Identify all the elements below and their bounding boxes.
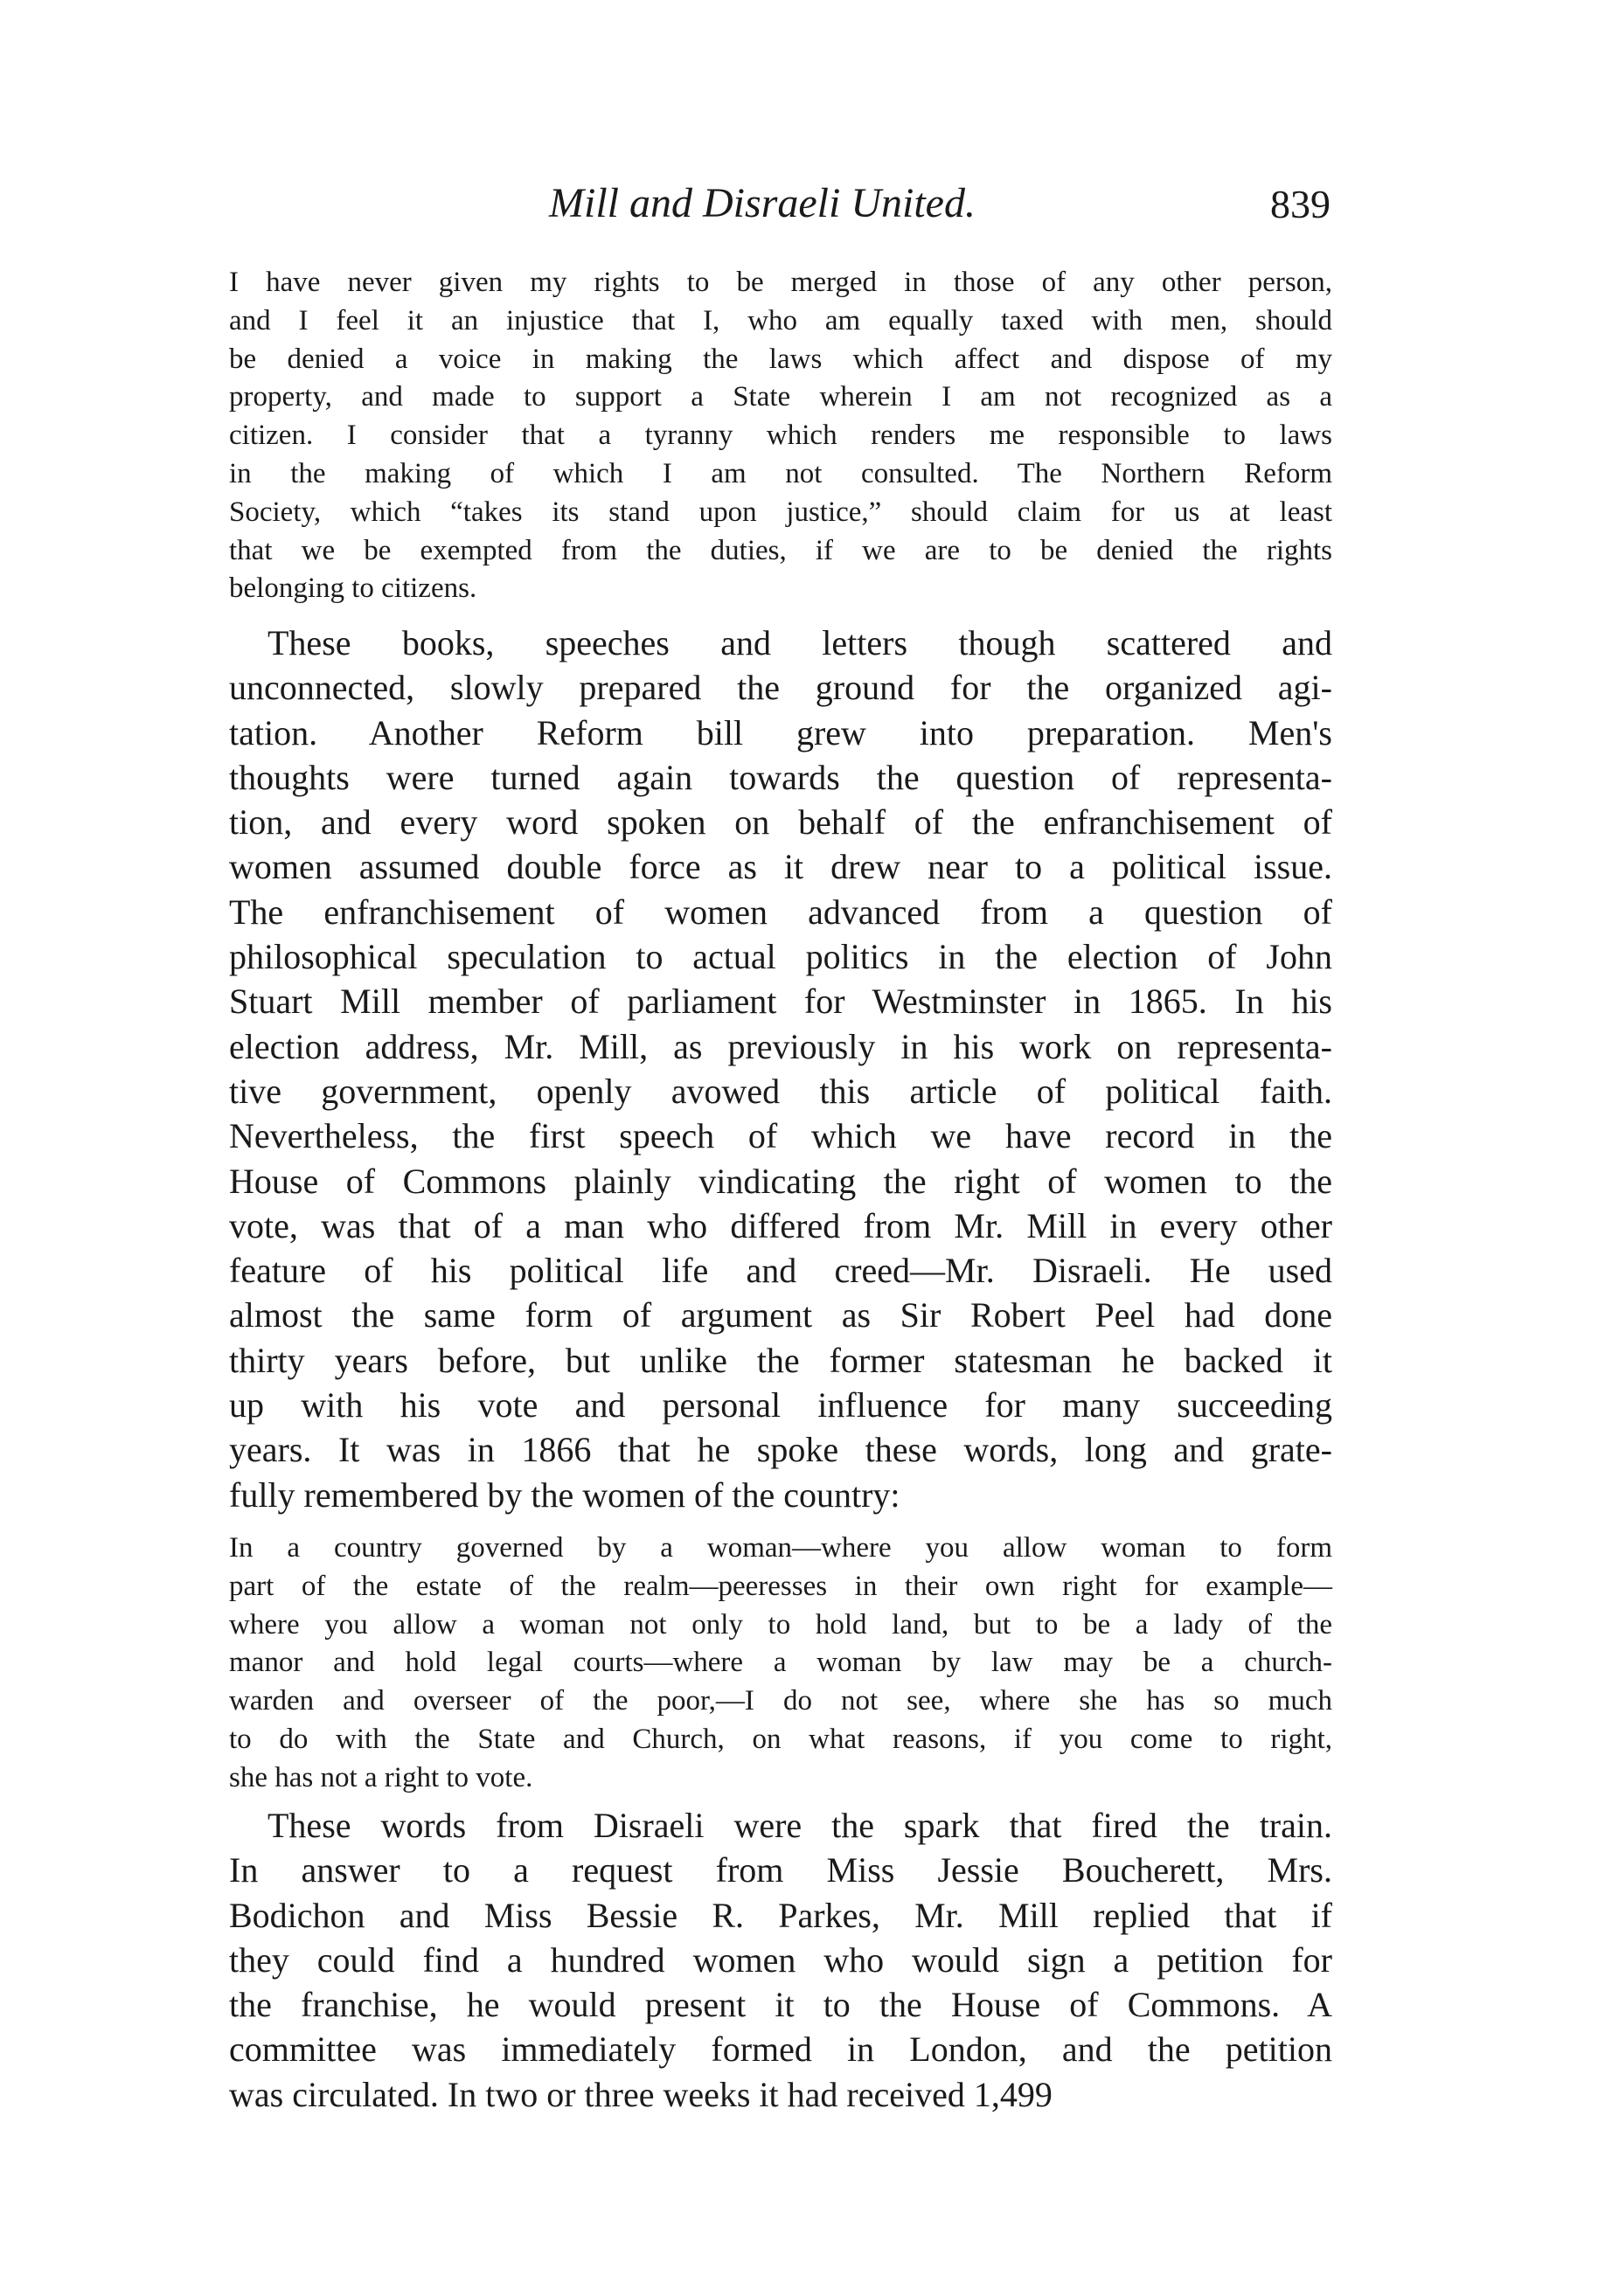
- text-line: The enfranchisement of women advanced from a question of: [229, 891, 1332, 932]
- text-line: to do with the State and Church, on what reasons, if you come to right,: [229, 1723, 1332, 1755]
- paragraph-2: [229, 1803, 1332, 2117]
- text-line: Bodichon and Miss Bessie R. Parkes, Mr. Mill replied that if: [229, 1895, 1332, 1935]
- text-line: thoughts were turned again towards the question of representa-: [229, 757, 1332, 797]
- text-line: almost the same form of argument as Sir Robert Peel had done: [229, 1295, 1332, 1335]
- text-line: she has not a right to vote.: [229, 1761, 533, 1793]
- text-line: election address, Mr. Mill, as previously in his work on representa-: [229, 1026, 1332, 1066]
- text-line: Stuart Mill member of parliament for Westminster in 1865. In his: [229, 982, 1332, 1022]
- page-header: [229, 179, 1331, 232]
- text-line: philosophical speculation to actual politics in the election of John: [229, 937, 1332, 977]
- text-line: unconnected, slowly prepared the ground for the organized agi-: [229, 668, 1332, 708]
- text-line: and I feel it an injustice that I, who am equally taxed with men, should: [229, 304, 1332, 336]
- text-line: they could find a hundred women who would sign a petition for: [229, 1939, 1332, 1980]
- text-line: belonging to citizens.: [229, 572, 477, 605]
- text-line: tation. Another Reform bill grew into preparation. Men's: [229, 712, 1332, 753]
- text-line: vote, was that of a man who differed from Mr. Mill in every other: [229, 1205, 1332, 1245]
- text-line: Nevertheless, the first speech of which we have record in the: [229, 1116, 1332, 1156]
- text-line: I have never given my rights to be merged in those of any other person,: [229, 267, 1332, 298]
- text-line: House of Commons plainly vindicating the right of women to the: [229, 1161, 1332, 1201]
- text-line: women assumed double force as it drew near to a political issue.: [229, 847, 1332, 887]
- running-title: Mill and Disraeli United.: [549, 180, 976, 226]
- page-number: 839: [1270, 182, 1331, 226]
- text-line: These words from Disraeli were the spark that fired the train.: [267, 1806, 1332, 1845]
- text-line: feature of his political life and creed—Mr. Disraeli. He used: [229, 1251, 1332, 1291]
- text-line: the franchise, he would present it to the House of Commons. A: [229, 1985, 1332, 2025]
- text-line: fully remembered by the women of the country:: [229, 1474, 900, 1515]
- text-line: manor and hold legal courts—where a woman by law may be a church-: [229, 1647, 1332, 1679]
- text-line: where you allow a woman not only to hold land, but to be a lady of the: [229, 1608, 1332, 1640]
- text-line: up with his vote and personal influence for many succeeding: [229, 1385, 1332, 1425]
- block-quote-2: [229, 1530, 1332, 1798]
- paragraph-1: [229, 621, 1332, 1517]
- text-line: tive government, openly avowed this article of political faith.: [229, 1071, 1332, 1111]
- block-quote-1: [229, 264, 1332, 608]
- text-line: part of the estate of the realm—peeresses in their own right for example—: [229, 1570, 1332, 1602]
- text-line: years. It was in 1866 that he spoke these words, long and grate-: [229, 1430, 1332, 1470]
- text-line: Society, which “takes its stand upon justice,” should claim for us at least: [229, 496, 1332, 528]
- text-line: In a country governed by a woman—where you allow woman to form: [229, 1532, 1332, 1564]
- text-line: committee was immediately formed in London, and the petition: [229, 2029, 1332, 2070]
- text-line: that we be exempted from the duties, if we are to be denied the rights: [229, 534, 1332, 566]
- text-line: These books, speeches and letters though scattered and: [267, 623, 1332, 662]
- text-line: thirty years before, but unlike the former statesman he backed it: [229, 1340, 1332, 1380]
- text-line: was circulated. In two or three weeks it had received 1,499: [229, 2074, 1053, 2114]
- text-line: be denied a voice in making the laws which affect and dispose of my: [229, 343, 1332, 375]
- text-line: tion, and every word spoken on behalf of the enfranchisement of: [229, 802, 1332, 843]
- text-line: property, and made to support a State wherein I am not recognized as a: [229, 381, 1332, 413]
- text-line: In answer to a request from Miss Jessie Boucherett, Mrs.: [229, 1850, 1332, 1890]
- text-line: warden and overseer of the poor,—I do not see, where she has so much: [229, 1685, 1332, 1717]
- text-line: citizen. I consider that a tyranny which renders me responsible to laws: [229, 420, 1332, 452]
- text-line: in the making of which I am not consulted. The Northern Reform: [229, 457, 1332, 489]
